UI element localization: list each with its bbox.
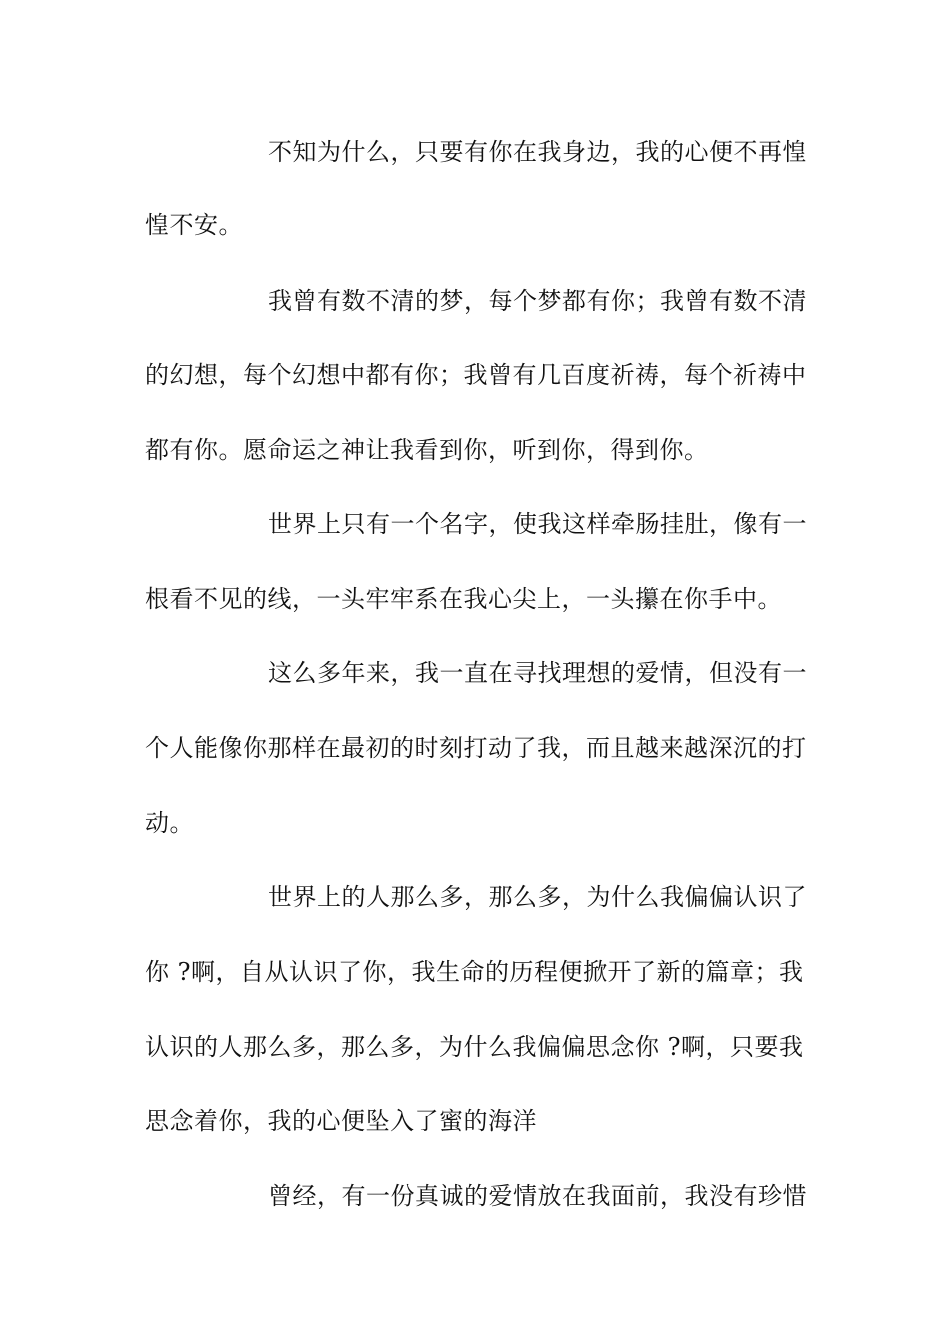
paragraph-2-line-2: 的幻想，每个幻想中都有你；我曾有几百度祈祷，每个祈祷中 — [145, 361, 807, 389]
paragraph-2-line-1: 我曾有数不清的梦，每个梦都有你；我曾有数不清 — [268, 287, 807, 315]
paragraph-5-line-1: 世界上的人那么多，那么多，为什么我偏偏认识了 — [268, 883, 807, 911]
paragraph-4-line-1: 这么多年来，我一直在寻找理想的爱情，但没有一 — [268, 659, 807, 687]
paragraph-4-line-2: 个人能像你那样在最初的时刻打动了我，而且越来越深沉的打 — [145, 734, 807, 762]
paragraph-1-line-1: 不知为什么，只要有你在我身边，我的心便不再惶 — [268, 138, 807, 166]
paragraph-1-line-2: 惶不安。 — [145, 211, 243, 239]
paragraph-5-line-2: 你 ?啊，自从认识了你，我生命的历程便掀开了新的篇章；我 — [145, 958, 804, 986]
paragraph-5-line-3: 认识的人那么多，那么多，为什么我偏偏思念你 ?啊，只要我 — [145, 1033, 804, 1061]
paragraph-6-line-1: 曾经，有一份真诚的爱情放在我面前，我没有珍惜 — [268, 1182, 807, 1210]
paragraph-4-line-3: 动。 — [145, 809, 194, 837]
paragraph-3-line-1: 世界上只有一个名字，使我这样牵肠挂肚，像有一 — [268, 510, 807, 538]
paragraph-5-line-4: 思念着你，我的心便坠入了蜜的海洋 — [145, 1107, 537, 1135]
paragraph-3-line-2: 根看不见的线，一头牢牢系在我心尖上，一头攥在你手中。 — [145, 585, 782, 613]
paragraph-2-line-3: 都有你。愿命运之神让我看到你，听到你，得到你。 — [145, 436, 709, 464]
